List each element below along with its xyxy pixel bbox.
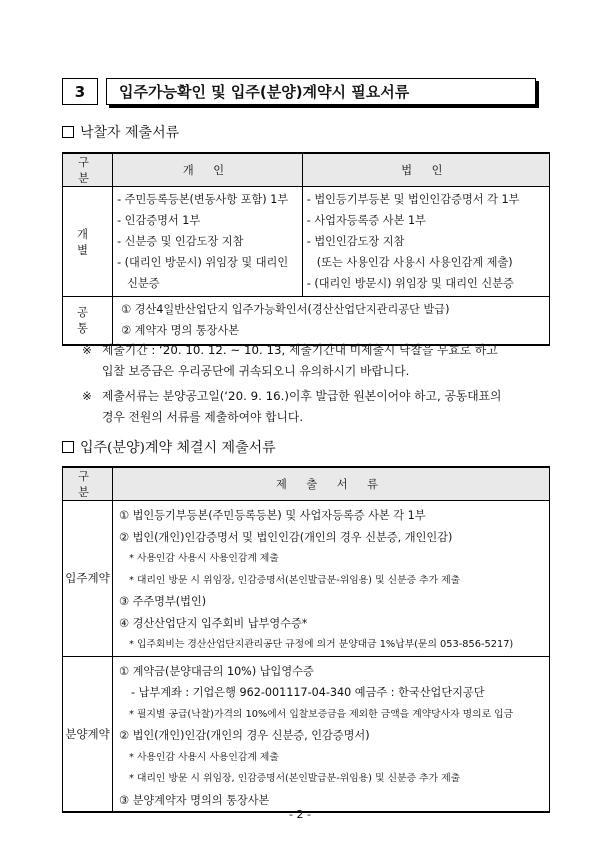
list-item: - 사업자등록증 사본 1부	[306, 214, 426, 227]
list-item: - (대리인 방문시) 위임장 및 대리인	[117, 256, 289, 269]
list-item: ① 경산4일반산업단지 입주가능확인서(경산산업단지관리공단 발급)	[121, 303, 450, 316]
note-line: 제출서류는 분양공고일(‘20. 9. 16.)이후 발급한 원본이어야 하고, 공동대표의	[102, 389, 502, 403]
sale-contract-items	[112, 656, 549, 812]
list-item: - 인감증명서 1부	[117, 214, 201, 227]
note-mark: ※	[82, 343, 92, 357]
individual-items	[113, 187, 303, 297]
col-docs: 제 출 서 류	[112, 467, 549, 501]
list-item: ③ 분양계약자 명의의 통장사본	[118, 793, 270, 807]
move-in-contract-items	[112, 501, 549, 657]
col-individual: 개 인	[113, 153, 303, 187]
list-item: 신분증	[127, 277, 160, 290]
list-item: * 입주회비는 경산산업단지관리공단 규정에 의거 분양대금 1%납부(문의 053-856-5217)	[128, 639, 514, 650]
list-item: - (대리인 방문시) 위임장 및 대리인 신분증	[306, 277, 514, 290]
list-item: ③ 주주명부(법인)	[118, 595, 207, 608]
common-items	[113, 297, 550, 345]
note-line: 제출기간 : ‘20. 10. 12. ~ 10. 13, 제출기간내 미제출시 낙찰을 무효로 하고	[102, 343, 498, 357]
list-item: * 대리인 방문 시 위임장, 인감증명서(본인발급분-위임용) 및 신분증 추가 제출	[128, 773, 461, 784]
bidder-documents-table	[62, 152, 550, 346]
part2-heading-text: 입주(분양)계약 체결시 제출서류	[80, 440, 276, 456]
note-1	[82, 340, 498, 382]
list-item: - 주민등록등본(변동사항 포함) 1부	[117, 193, 289, 206]
list-item: ① 계약금(분양대금의 10%) 납입영수증	[118, 664, 314, 678]
square-bullet-icon	[62, 126, 74, 138]
list-item: * 대리인 방문 시 위임장, 인감증명서(본인발급분-위임용) 및 신분증 추가 제출	[128, 574, 461, 586]
section-number: 3	[62, 78, 98, 105]
list-item: * 필지별 공급(낙찰)가격의 10%에서 입찰보증금을 제외한 금액을 계약당사자 명의로 입금	[128, 708, 514, 720]
square-bullet-icon	[62, 441, 74, 453]
list-item: ② 법인(개인)인감증명서 및 법인인감(개인의 경우 신분증, 개인인감)	[118, 530, 453, 544]
contract-documents-table	[62, 466, 550, 813]
col-category: 구 분	[63, 153, 113, 187]
list-item: - 신분증 및 인감도장 지참	[117, 235, 244, 248]
list-item: ① 법인등기부등본(주민등록등본) 및 사업자등록증 사본 각 1부	[118, 509, 426, 522]
list-item: - 납부계좌 : 기업은행 962-001117-04-340 예금주 : 한국산업단지공단	[130, 686, 485, 699]
part1-heading-text: 낙찰자 제출서류	[80, 125, 180, 141]
list-item: - 법인등기부등본 및 법인인감증명서 각 1부	[306, 193, 520, 206]
row-move-in-contract-label: 입주계약	[63, 501, 113, 657]
list-item: - 법인인감도장 지참	[306, 235, 405, 248]
col-corporate: 법 인	[302, 153, 549, 187]
note-2	[82, 386, 501, 428]
list-item: * 사용인감 사용시 사용인감계 제출	[128, 751, 279, 763]
col-category: 구 분	[63, 467, 113, 501]
list-item: ② 계약자 명의 통장사본	[121, 324, 240, 337]
part2-heading	[62, 437, 276, 457]
section-title: 입주가능확인 및 입주(분양)계약시 필요서류	[106, 78, 536, 105]
row-sale-contract-label: 분양계약	[63, 656, 113, 812]
note-line: 입찰 보증금은 우리공단에 귀속되오니 유의하시기 바랍니다.	[102, 364, 410, 378]
row-common-label: 공 통	[63, 297, 113, 345]
row-individual-label: 개 별	[63, 187, 113, 297]
note-line: 경우 전원의 서류를 제출하여야 합니다.	[102, 410, 304, 424]
part1-heading	[62, 122, 179, 142]
corporate-items	[302, 187, 549, 297]
list-item: * 사용인감 사용시 사용인감계 제출	[128, 553, 279, 564]
note-mark: ※	[82, 389, 92, 403]
list-item: ② 법인(개인)인감(개인의 경우 신분증, 인감증명서)	[118, 729, 370, 742]
page-number: - 2 -	[289, 808, 311, 821]
list-item: (또는 사용인감 사용시 사용인감계 제출)	[316, 256, 513, 269]
list-item: ④ 경산산업단지 입주회비 납부영수증*	[118, 616, 308, 630]
